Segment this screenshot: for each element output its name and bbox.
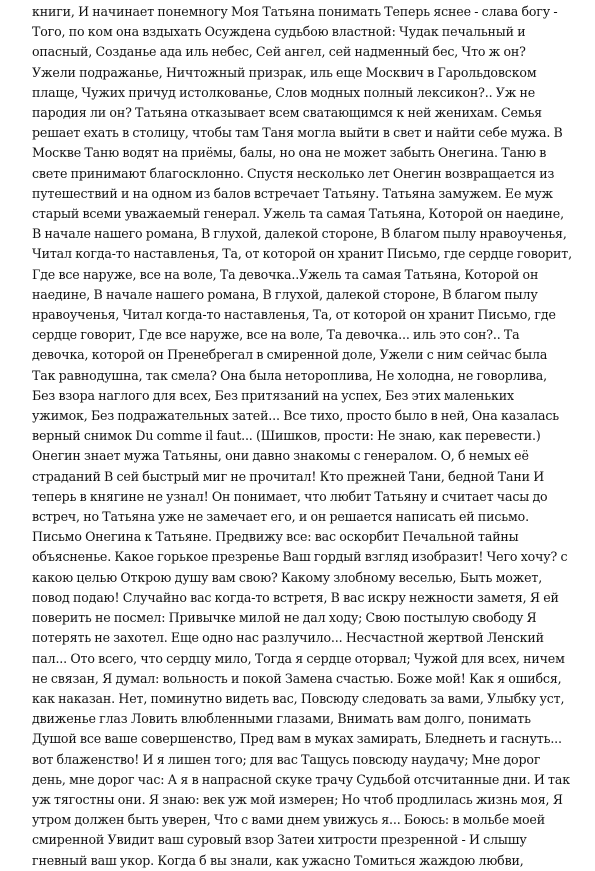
text-line: Письмо Онегина к Татьяне. Предвижу все: вас оскорбит Печальной тайны [32, 529, 519, 545]
text-line: ужимок, Без подражательных затей... Все тихо, просто было в ней, Она казалась [32, 408, 559, 424]
text-line: поверить не посмел: Привычке милой не дал ходу; Свою постылую свободу Я [32, 610, 537, 626]
text-line: книги, И начинает понемногу Моя Татьяна понимать Теперь яснее - слава богу - [32, 4, 558, 19]
text-line: Без взора наглого для всех, Без притязаний на успех, Без этих маленьких [32, 387, 514, 403]
text-line: Душой все ваше совершенство, Пред вам в муках замирать, Бледнеть и гаснуть... [32, 731, 562, 747]
text-line: вот блаженство! И я лишен того; для вас Тащусь повсюду наудачу; Мне дорог [32, 751, 541, 767]
text-line: Онегин знает мужа Татьяны, они давно знакомы с генералом. О, б немых её [32, 448, 529, 464]
text-line: Москве Таню водят на приёмы, балы, но она не может забыть Онегина. Таню в [32, 145, 547, 161]
text-line: наедине, В начале нашего романа, В глухой, далекой стороне, В благом пылу [32, 286, 538, 302]
text-line: страданий В сей быстрый миг не прочитал! Кто прежней Тани, бедной Тани И [32, 468, 545, 484]
text-line: решает ехать в столицу, чтобы там Таня могла выйти в свет и найти себе мужа. В [32, 125, 563, 141]
text-line: смиренной Увидит ваш суровый взор Затеи хитрости презренной - И слышу [32, 832, 527, 848]
text-line: день, мне дорог час: А я в напрасной скуке трачу Судьбой отсчитанные дни. И так [32, 771, 570, 787]
text-line: девочка, которой он Пренебрегал в смиренной доле, Ужели с ним сейчас была [32, 347, 548, 363]
text-line: объясненье. Какое горькое презренье Ваш гордый взгляд изобразит! Чего хочу? с [32, 549, 568, 565]
text-line: не связан, Я думал: вольность и покой Замена счастью. Боже мой! Как я ошибся, [32, 670, 562, 686]
text-line: Читал когда-то наставленья, Та, от которой он хранит Письмо, где сердце говорит, [32, 246, 572, 262]
text-line: гневный ваш укор. Когда б вы знали, как ужасно Томиться жаждою любви, [32, 852, 524, 868]
text-line: опасный, Созданье ада иль небес, Сей ангел, сей надменный бес, Что ж он? [32, 44, 526, 60]
text-line: встреч, но Татьяна уже не замечает его, и он решается написать ей письмо. [32, 509, 529, 525]
text-line: Ужели подражанье, Ничтожный призрак, иль еще Москвич в Гарольдовском [32, 64, 537, 80]
text-line: В начале нашего романа, В глухой, далекой стороне, В благом пылу нравоученья, [32, 226, 567, 242]
text-line: сердце говорит, Где все наруже, все на воле, Та девочка... иль это сон?.. Та [32, 327, 520, 343]
text-line: свете принимают благосклонно. Спустя несколько лет Онегин возвращается из [32, 165, 555, 181]
text-line: Где все наруже, все на воле, Та девочка..Ужель та самая Татьяна, Которой он [32, 266, 539, 282]
text-line: Так равнодушна, так смела? Она была нетороплива, Не холодна, не говорлива, [32, 367, 547, 383]
text-line: движенье глаз Ловить влюбленными глазами, Внимать вам долго, понимать [32, 711, 531, 727]
text-line: как наказан. Нет, поминутно видеть вас, Повсюду следовать за вами, Улыбку уст, [32, 690, 565, 706]
text-line: Того, по ком она вздыхать Осуждена судьбою властной: Чудак печальный и [32, 24, 526, 40]
body-text [32, 2, 577, 871]
text-line: пародия ли он? Татьяна отказывает всем сватающимся к ней женихам. Семья [32, 105, 542, 121]
text-line: уж тягостны они. Я знаю: век уж мой измерен; Но чтоб продлилась жизнь моя, Я [32, 791, 563, 807]
text-line: потерять не захотел. Еще одно нас разлучило... Несчастной жертвой Ленский [32, 630, 544, 646]
text-line: какою целью Открою душу вам свою? Какому злобному веселью, Быть может, [32, 569, 543, 585]
text-line: верный снимок Du comme il faut... (Шишков, прости: Не знаю, как перевести.) [32, 428, 541, 444]
text-line: плаще, Чужих причуд истолкованье, Слов модных полный лексикон?.. Уж не [32, 84, 536, 100]
text-line: нравоученья, Читал когда-то наставленья, Та, от которой он хранит Письмо, где [32, 307, 556, 323]
text-line: старый всеми уважаемый генерал. Ужель та самая Татьяна, Которой он наедине, [32, 206, 564, 222]
text-line: теперь в княгине не узнал! Он понимает, что любит Татьяну и считает часы до [32, 488, 548, 504]
text-line: путешествий и на одном из балов встречает Татьяну. Татьяна замужем. Ее муж [32, 185, 553, 201]
text-line: утром должен быть уверен, Что с вами днем увижусь я... Боюсь: в мольбе моей [32, 812, 545, 828]
text-line: пал... Ото всего, что сердцу мило, Тогда я сердце оторвал; Чужой для всех, ничем [32, 650, 565, 666]
text-line: повод подаю! Случайно вас когда-то встретя, В вас искру нежности заметя, Я ей [32, 589, 559, 605]
